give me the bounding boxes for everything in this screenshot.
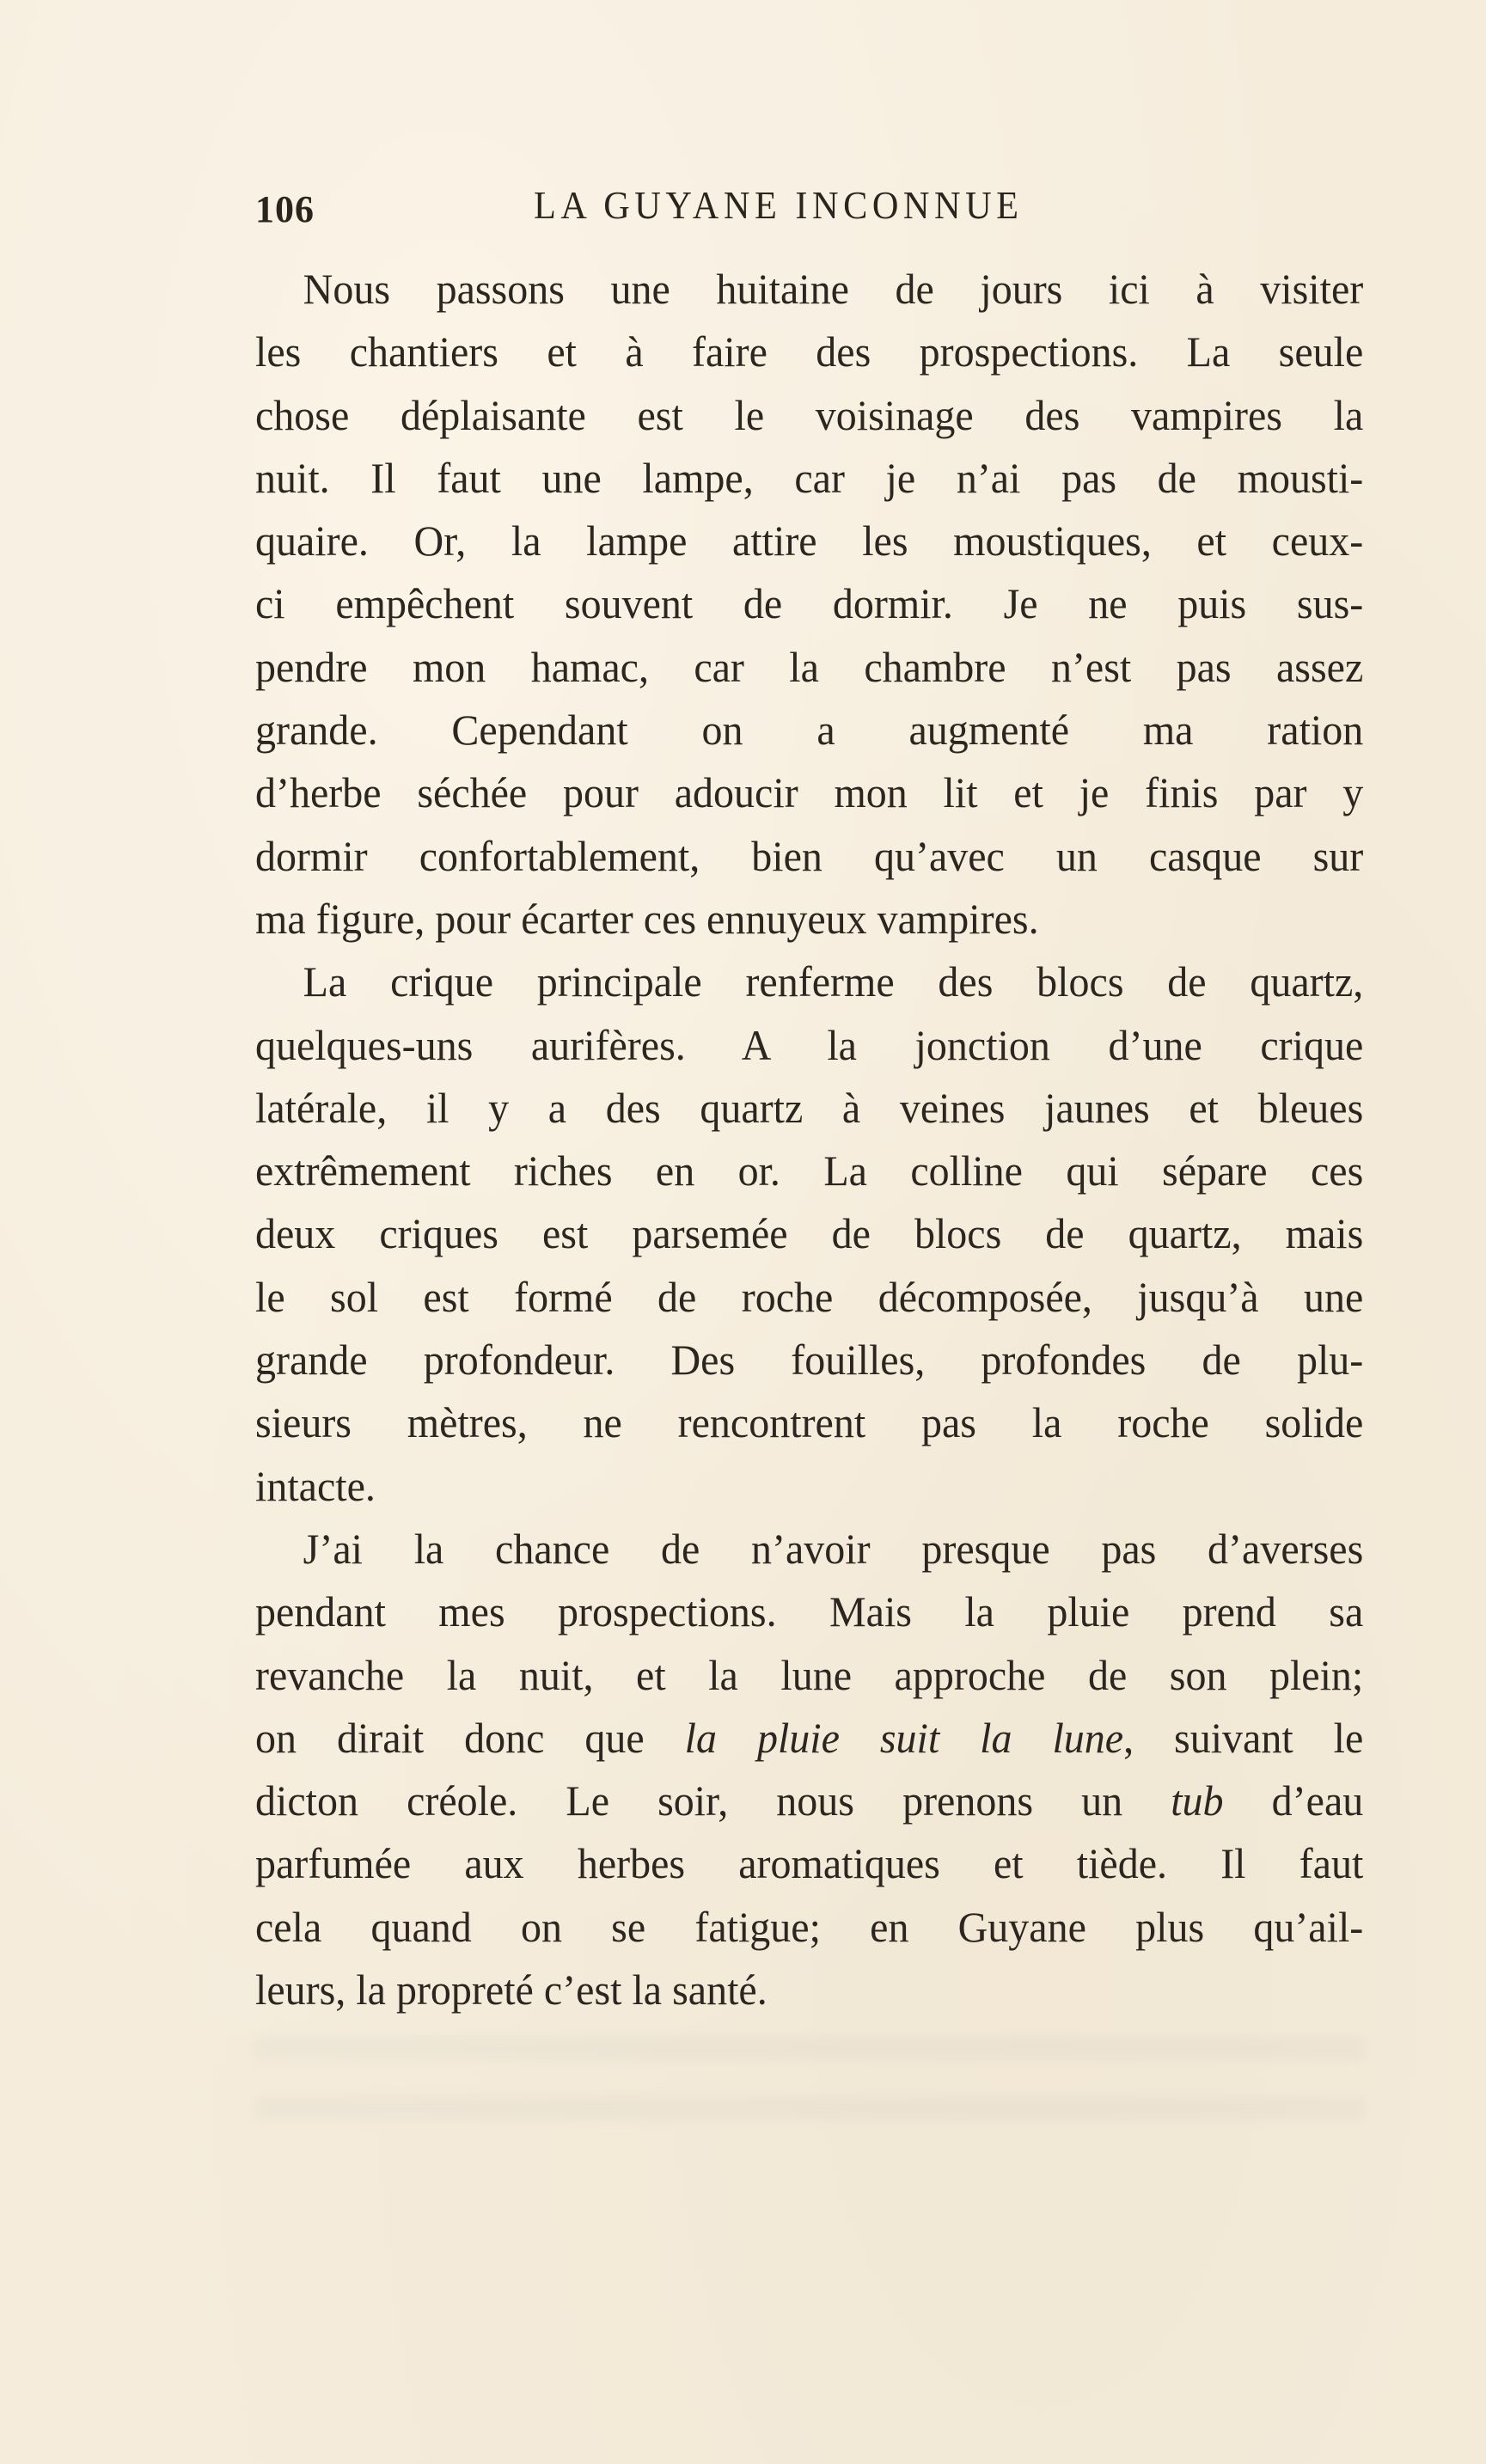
text-line: latérale, il y a des quartz à veines jaunes et bleues: [255, 1083, 1364, 1132]
text-line: les chantiers et à faire des prospections. La seule: [255, 327, 1364, 376]
text-line: le sol est formé de roche décomposée, jusqu’à une: [255, 1272, 1364, 1321]
text-line: J’ai la chance de n’avoir presque pas d’averses: [303, 1524, 1364, 1573]
text-line: pendre mon hamac, car la chambre n’est pas assez: [255, 642, 1364, 691]
italic-word: tub: [1171, 1776, 1224, 1825]
text-line: ma figure, pour écarter ces ennuyeux vampires.: [255, 894, 1039, 943]
text-line: deux criques est parsemée de blocs de quartz, mais: [255, 1209, 1364, 1258]
text-line: ci empêchent souvent de dormir. Je ne puis sus-: [255, 579, 1364, 628]
italic-phrase: la pluie suit la lune: [684, 1713, 1124, 1762]
text-run: d’eau: [1223, 1776, 1364, 1825]
text-line: chose déplaisante est le voisinage des vampires la: [255, 390, 1364, 439]
text-run: dicton créole. Le soir, nous prenons un: [255, 1776, 1171, 1825]
text-line: grande profondeur. Des fouilles, profondes de plu-: [255, 1336, 1364, 1385]
paragraph: [255, 258, 1364, 951]
text-line: cela quand on se fatigue; en Guyane plus qu’ail-: [255, 1902, 1364, 1951]
text-line: extrêmement riches en or. La colline qui sépare ces: [255, 1146, 1364, 1195]
paragraph: [255, 1518, 1364, 2021]
text-line: sieurs mètres, ne rencontrent pas la roche solide: [255, 1398, 1364, 1447]
text-line: revanche la nuit, et la lune approche de son plein;: [255, 1650, 1364, 1699]
text-line: quelques-uns aurifères. A la jonction d’une crique: [255, 1020, 1364, 1069]
body-text: [255, 258, 1364, 2021]
text-line: parfumée aux herbes aromatiques et tiède. Il faut: [255, 1839, 1364, 1888]
text-line: dormir confortablement, bien qu’avec un casque sur: [255, 831, 1364, 880]
text-line: intacte.: [255, 1461, 376, 1510]
text-run: on dirait donc que: [255, 1713, 685, 1762]
text-line: La crique principale renferme des blocs de quartz,: [303, 957, 1364, 1006]
book-title: LA GUYANE INCONNUE: [534, 183, 1024, 227]
text-line: leurs, la propreté c’est la santé.: [255, 1966, 767, 2015]
text-line: nuit. Il faut une lampe, car je n’ai pas de mousti-: [255, 453, 1364, 502]
text-line: d’herbe séchée pour adoucir mon lit et je finis par y: [255, 768, 1364, 817]
text-run: , suivant le: [1123, 1713, 1364, 1762]
running-head: [255, 182, 1364, 230]
text-line-with-italic: [255, 1770, 1363, 1832]
text-line: quaire. Or, la lampe attire les moustiques, et ceux-: [255, 517, 1364, 566]
text-line: Nous passons une huitaine de jours ici à visiter: [303, 265, 1364, 313]
text-line: grande. Cependant on a augmenté ma ration: [255, 706, 1364, 755]
text-line: pendant mes prospections. Mais la pluie prend sa: [255, 1587, 1364, 1636]
paragraph: [255, 951, 1364, 1518]
text-line-with-italic: [255, 1707, 1363, 1770]
page-number: 106: [255, 188, 315, 230]
book-page: [255, 0, 1364, 2464]
